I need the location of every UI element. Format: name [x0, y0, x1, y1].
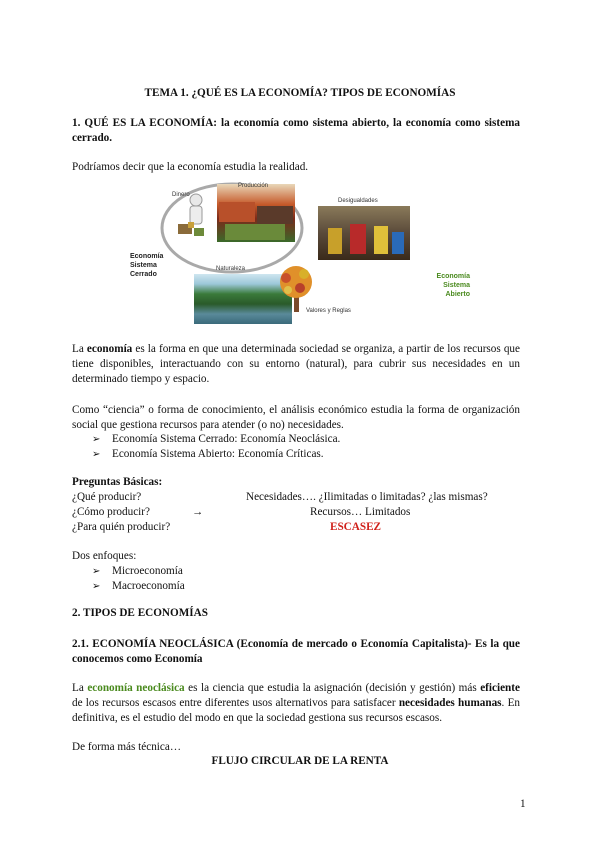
values-tree-icon — [274, 262, 320, 314]
list-item: ➢ Economía Sistema Abierto: Economía Críticas. — [92, 447, 340, 462]
preguntas-heading: Preguntas Básicas: — [72, 476, 163, 488]
arrow-icon: → — [192, 506, 204, 518]
list-systems — [92, 432, 340, 462]
closed-label-line-2: Sistema — [130, 262, 157, 269]
economy-figure — [120, 178, 500, 328]
label-desigualdades: Desigualdades — [338, 198, 378, 204]
section-2-heading: 2. TIPOS DE ECONOMÍAS — [72, 607, 208, 619]
production-image — [217, 184, 295, 242]
label-produccion: Producción — [238, 183, 269, 189]
answer-escasez: ESCASEZ — [330, 521, 381, 533]
p1-a: La — [72, 343, 87, 355]
enfoques-intro: Dos enfoques: — [72, 550, 137, 562]
p3-c: es la ciencia que estudia la asignación (decisión y gestión) más — [184, 682, 481, 694]
label-dinero: Dinero — [172, 192, 190, 198]
question-2: ¿Cómo producir? — [72, 506, 150, 518]
intro-text: Podríamos decir que la economía estudia la realidad. — [72, 161, 309, 173]
list-item: ➢ Macroeconomía — [92, 579, 185, 594]
document-title: TEMA 1. ¿QUÉ ES LA ECONOMÍA? TIPOS DE ECONOMÍAS — [144, 87, 456, 99]
closed-label-line-1: Economía — [130, 253, 164, 260]
p3-a: La — [72, 682, 88, 694]
paragraph-neoclasica — [72, 681, 520, 726]
open-system-label — [428, 272, 470, 299]
money-person-icon — [170, 192, 216, 242]
paragraph-ciencia: Como “ciencia” o forma de conocimiento, el análisis económico estudia la forma de organización social que gestiona recursos para atender (o no) necesidades. — [72, 404, 520, 431]
section-2-1-heading: 2.1. ECONOMÍA NEOCLÁSICA (Economía de mercado o Economía Capitalista)- Es la que conocemos como Economía — [72, 638, 520, 665]
closed-label-line-3: Cerrado — [130, 271, 157, 278]
open-label-line-3: Abierto — [445, 291, 470, 298]
page-number: 1 — [520, 798, 526, 810]
p3-bold-eficiente: eficiente — [480, 682, 520, 694]
list-item: ➢ Microeconomía — [92, 564, 185, 579]
section-1-heading-bold: 1. QUÉ ES LA ECONOMÍA: — [72, 117, 218, 129]
flujo-heading: FLUJO CIRCULAR DE LA RENTA — [211, 755, 389, 767]
list-enfoques — [92, 564, 185, 594]
label-naturaleza: Naturaleza — [216, 266, 246, 272]
closed-system-label — [130, 252, 163, 279]
section-1-heading — [72, 116, 520, 146]
inequality-image — [318, 206, 410, 260]
answer-1: Necesidades…. ¿Ilimitadas o limitadas? ¿las mismas? — [246, 491, 488, 503]
p1-bold: economía — [86, 343, 133, 355]
p3-g: . En definitiva, es el estudio del modo en que la sociedad gestiona sus recursos escasos. — [72, 697, 520, 724]
question-3: ¿Para quién producir? — [72, 521, 171, 533]
open-label-line-2: Sistema — [443, 282, 470, 289]
answer-2: Recursos… Limitados — [310, 506, 411, 518]
p3-green: economía neoclásica — [87, 682, 185, 694]
paragraph-tecnica: De forma más técnica… — [72, 741, 182, 753]
label-valores: Valores y Reglas — [306, 308, 351, 314]
paragraph-economia-definition — [72, 342, 520, 387]
p3-e: de los recursos escasos entre diferentes usos alternativos para satisfacer — [72, 697, 399, 709]
question-1: ¿Qué producir? — [72, 491, 142, 503]
open-label-line-1: Economía — [436, 273, 470, 280]
list-item: ➢ Economía Sistema Cerrado: Economía Neoclásica. — [92, 432, 340, 447]
p3-bold-necesidades: necesidades humanas — [398, 697, 502, 709]
p1-c: es la forma en que una determinada sociedad se organiza, a partir de los recursos que tiene disponibles, interactuando con su entorno (natural), para cubrir sus necesidades en un determinado tiempo y espacio. — [72, 343, 520, 385]
section-1-heading-rest: la economía como sistema abierto, la economía como sistema cerrado. — [72, 117, 521, 144]
